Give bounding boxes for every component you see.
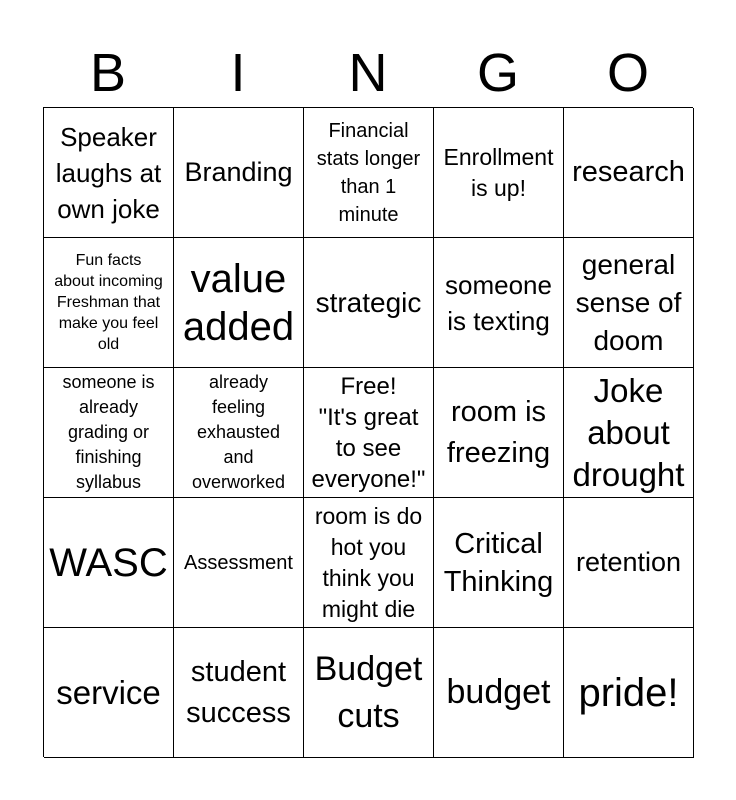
cell-text: already feeling exhausted and overworked <box>191 372 286 492</box>
cell-text: Free! "It's great to see everyone!" <box>311 372 426 493</box>
bingo-cell[interactable] <box>434 238 564 368</box>
cell-text: Speaker laughs at own joke <box>55 121 162 224</box>
bingo-cell[interactable] <box>174 368 304 498</box>
cell-text: room is do hot you think you might die <box>314 502 423 622</box>
bingo-cell[interactable] <box>304 498 434 628</box>
bingo-cell[interactable] <box>434 628 564 758</box>
bingo-cell[interactable] <box>44 498 174 628</box>
bingo-cell[interactable] <box>174 238 304 368</box>
cell-text: pride! <box>578 670 679 715</box>
cell-text: Fun facts about incoming Freshman that make you feel old <box>54 252 163 353</box>
bingo-cell[interactable] <box>44 108 174 238</box>
cell-text: room is freezing <box>446 395 551 469</box>
cell-text: research <box>572 156 685 188</box>
cell-text: someone is texting <box>445 269 552 336</box>
bingo-cell[interactable] <box>564 238 694 368</box>
bingo-cell[interactable] <box>304 238 434 368</box>
cell-text: service <box>56 673 161 711</box>
header-letter-n: N <box>348 43 388 103</box>
cell-text: budget <box>446 673 551 711</box>
cell-text: WASC <box>49 540 168 585</box>
bingo-card-grid <box>43 107 693 757</box>
bingo-cell[interactable] <box>44 628 174 758</box>
bingo-cell[interactable] <box>304 628 434 758</box>
header-letter-o: O <box>606 43 649 103</box>
bingo-cell[interactable] <box>174 628 304 758</box>
bingo-cell[interactable] <box>44 238 174 368</box>
bingo-cell[interactable] <box>304 368 434 498</box>
bingo-cell[interactable] <box>434 108 564 238</box>
cell-text: Critical Thinking <box>443 527 554 598</box>
bingo-cell[interactable] <box>564 498 694 628</box>
bingo-cell[interactable] <box>304 108 434 238</box>
cell-text: someone is already grading or finishing syllabus <box>62 372 155 492</box>
header-letter-b: B <box>89 43 127 103</box>
bingo-cell[interactable] <box>174 108 304 238</box>
cell-text: general sense of doom <box>575 248 682 356</box>
bingo-header <box>43 38 693 108</box>
bingo-cell[interactable] <box>564 108 694 238</box>
header-letter-g: G <box>476 43 519 103</box>
cell-text: Assessment <box>184 551 293 574</box>
bingo-cell[interactable] <box>434 368 564 498</box>
bingo-cell[interactable] <box>434 498 564 628</box>
cell-text: Branding <box>184 157 293 187</box>
bingo-cell[interactable] <box>564 628 694 758</box>
cell-text: strategic <box>315 286 422 318</box>
cell-text: student success <box>186 655 291 729</box>
bingo-cell[interactable] <box>174 498 304 628</box>
cell-text: Enrollment is up! <box>443 143 554 201</box>
cell-text: Financial stats longer than 1 minute <box>316 119 421 226</box>
header-letter-i: I <box>230 43 246 103</box>
cell-text: value added <box>182 256 295 349</box>
bingo-cell[interactable] <box>44 368 174 498</box>
bingo-cell[interactable] <box>564 368 694 498</box>
cell-text: retention <box>575 547 682 577</box>
cell-text: Budget cuts <box>314 649 423 735</box>
cell-text: Joke about drought <box>572 371 685 493</box>
